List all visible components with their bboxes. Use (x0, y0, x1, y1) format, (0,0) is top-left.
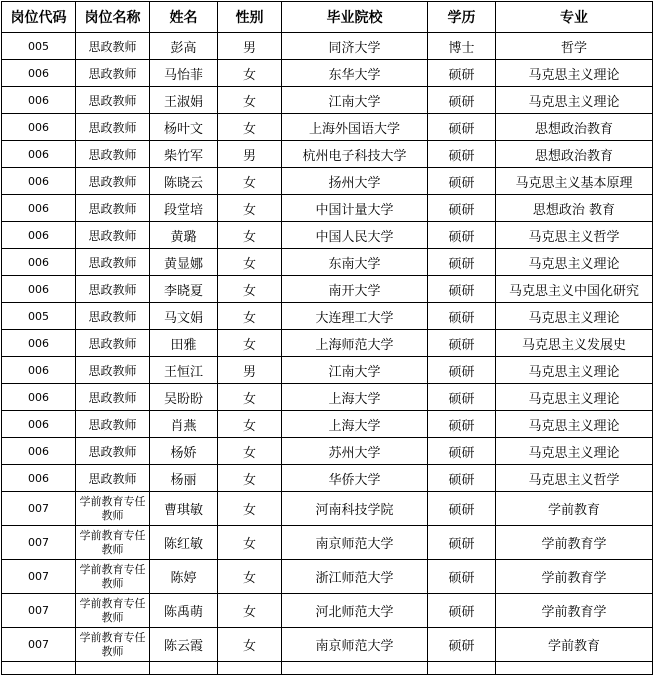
school-cell: 东华大学 (282, 60, 428, 87)
degree-cell: 硕研 (428, 492, 496, 526)
gender-cell: 男 (218, 357, 282, 384)
gender-cell: 女 (218, 594, 282, 628)
school-cell: 江南大学 (282, 87, 428, 114)
position-code-cell: 005 (2, 33, 76, 60)
empty-cell (76, 662, 150, 675)
table-row (2, 560, 653, 594)
position-code-cell: 006 (2, 438, 76, 465)
degree-cell: 硕研 (428, 411, 496, 438)
school-cell: 东南大学 (282, 249, 428, 276)
position-code-cell: 005 (2, 303, 76, 330)
table-row (2, 195, 653, 222)
school-cell: 南开大学 (282, 276, 428, 303)
name-cell: 黄显娜 (150, 249, 218, 276)
position-code-cell: 007 (2, 560, 76, 594)
table-row (2, 303, 653, 330)
table-row (2, 330, 653, 357)
degree-cell: 硕研 (428, 141, 496, 168)
name-cell: 黄璐 (150, 222, 218, 249)
gender-cell: 女 (218, 276, 282, 303)
position-name-cell: 思政教师 (76, 303, 150, 330)
gender-cell: 女 (218, 560, 282, 594)
position-code-cell: 006 (2, 87, 76, 114)
name-cell: 曹琪敏 (150, 492, 218, 526)
gender-cell: 女 (218, 249, 282, 276)
table-row-partial (2, 662, 653, 675)
name-cell: 王淑娟 (150, 87, 218, 114)
major-cell: 学前教育学 (496, 594, 653, 628)
major-cell: 马克思主义理论 (496, 249, 653, 276)
school-cell: 杭州电子科技大学 (282, 141, 428, 168)
header-position-name: 岗位名称 (76, 2, 150, 33)
gender-cell: 女 (218, 492, 282, 526)
school-cell: 上海大学 (282, 384, 428, 411)
major-cell: 马克思主义理论 (496, 438, 653, 465)
degree-cell: 硕研 (428, 222, 496, 249)
header-name: 姓名 (150, 2, 218, 33)
table-row (2, 222, 653, 249)
position-name-cell: 思政教师 (76, 114, 150, 141)
major-cell: 学前教育 (496, 492, 653, 526)
empty-cell (428, 662, 496, 675)
position-code-cell: 006 (2, 330, 76, 357)
position-code-cell: 006 (2, 141, 76, 168)
major-cell: 马克思主义哲学 (496, 222, 653, 249)
position-code-cell: 006 (2, 384, 76, 411)
name-cell: 彭高 (150, 33, 218, 60)
degree-cell: 硕研 (428, 330, 496, 357)
position-name-cell: 思政教师 (76, 141, 150, 168)
table-row (2, 249, 653, 276)
degree-cell: 硕研 (428, 465, 496, 492)
header-gender: 性别 (218, 2, 282, 33)
school-cell: 河北师范大学 (282, 594, 428, 628)
gender-cell: 女 (218, 330, 282, 357)
name-cell: 杨叶文 (150, 114, 218, 141)
gender-cell: 女 (218, 628, 282, 662)
position-name-cell: 思政教师 (76, 168, 150, 195)
gender-cell: 女 (218, 384, 282, 411)
position-code-cell: 006 (2, 195, 76, 222)
gender-cell: 男 (218, 141, 282, 168)
degree-cell: 硕研 (428, 384, 496, 411)
school-cell: 苏州大学 (282, 438, 428, 465)
major-cell: 学前教育 (496, 628, 653, 662)
position-name-cell: 思政教师 (76, 438, 150, 465)
position-name-cell: 思政教师 (76, 195, 150, 222)
degree-cell: 硕研 (428, 249, 496, 276)
table-row (2, 526, 653, 560)
position-name-cell: 思政教师 (76, 87, 150, 114)
gender-cell: 女 (218, 114, 282, 141)
major-cell: 马克思主义中国化研究 (496, 276, 653, 303)
school-cell: 扬州大学 (282, 168, 428, 195)
position-name-cell: 学前教育专任教师 (76, 526, 150, 560)
school-cell: 上海外国语大学 (282, 114, 428, 141)
name-cell: 柴竹军 (150, 141, 218, 168)
major-cell: 马克思主义基本原理 (496, 168, 653, 195)
gender-cell: 女 (218, 526, 282, 560)
major-cell: 马克思主义哲学 (496, 465, 653, 492)
degree-cell: 硕研 (428, 594, 496, 628)
header-row (2, 2, 653, 33)
degree-cell: 硕研 (428, 438, 496, 465)
position-name-cell: 思政教师 (76, 276, 150, 303)
position-name-cell: 学前教育专任教师 (76, 594, 150, 628)
position-code-cell: 006 (2, 168, 76, 195)
staff-table (1, 1, 653, 675)
major-cell: 马克思主义理论 (496, 303, 653, 330)
position-code-cell: 006 (2, 276, 76, 303)
header-major: 专业 (496, 2, 653, 33)
degree-cell: 硕研 (428, 357, 496, 384)
school-cell: 中国计量大学 (282, 195, 428, 222)
table-row (2, 114, 653, 141)
school-cell: 同济大学 (282, 33, 428, 60)
position-name-cell: 思政教师 (76, 330, 150, 357)
position-name-cell: 学前教育专任教师 (76, 492, 150, 526)
gender-cell: 女 (218, 60, 282, 87)
name-cell: 吴盼盼 (150, 384, 218, 411)
major-cell: 学前教育学 (496, 560, 653, 594)
name-cell: 肖燕 (150, 411, 218, 438)
name-cell: 李晓夏 (150, 276, 218, 303)
gender-cell: 女 (218, 168, 282, 195)
name-cell: 马怡菲 (150, 60, 218, 87)
position-name-cell: 思政教师 (76, 222, 150, 249)
name-cell: 段堂培 (150, 195, 218, 222)
school-cell: 浙江师范大学 (282, 560, 428, 594)
position-code-cell: 006 (2, 114, 76, 141)
gender-cell: 女 (218, 303, 282, 330)
position-code-cell: 007 (2, 492, 76, 526)
table-body (2, 33, 653, 675)
table-row (2, 628, 653, 662)
gender-cell: 女 (218, 438, 282, 465)
degree-cell: 硕研 (428, 114, 496, 141)
degree-cell: 硕研 (428, 195, 496, 222)
table-row (2, 87, 653, 114)
right-edge-strip (654, 0, 658, 663)
name-cell: 马文娟 (150, 303, 218, 330)
name-cell: 陈禹萌 (150, 594, 218, 628)
major-cell: 思想政治 教育 (496, 195, 653, 222)
position-name-cell: 思政教师 (76, 249, 150, 276)
name-cell: 陈晓云 (150, 168, 218, 195)
school-cell: 中国人民大学 (282, 222, 428, 249)
gender-cell: 女 (218, 222, 282, 249)
degree-cell: 硕研 (428, 60, 496, 87)
position-code-cell: 006 (2, 357, 76, 384)
major-cell: 马克思主义理论 (496, 357, 653, 384)
major-cell: 马克思主义理论 (496, 87, 653, 114)
gender-cell: 女 (218, 465, 282, 492)
empty-cell (218, 662, 282, 675)
name-cell: 田雅 (150, 330, 218, 357)
school-cell: 大连理工大学 (282, 303, 428, 330)
school-cell: 上海师范大学 (282, 330, 428, 357)
name-cell: 王恒江 (150, 357, 218, 384)
degree-cell: 硕研 (428, 168, 496, 195)
major-cell: 思想政治教育 (496, 141, 653, 168)
position-code-cell: 006 (2, 222, 76, 249)
degree-cell: 硕研 (428, 276, 496, 303)
position-name-cell: 学前教育专任教师 (76, 560, 150, 594)
degree-cell: 硕研 (428, 303, 496, 330)
position-name-cell: 学前教育专任教师 (76, 628, 150, 662)
major-cell: 马克思主义理论 (496, 384, 653, 411)
school-cell: 江南大学 (282, 357, 428, 384)
school-cell: 上海大学 (282, 411, 428, 438)
table-row (2, 141, 653, 168)
empty-cell (150, 662, 218, 675)
position-name-cell: 思政教师 (76, 411, 150, 438)
name-cell: 陈红敏 (150, 526, 218, 560)
school-cell: 河南科技学院 (282, 492, 428, 526)
position-name-cell: 思政教师 (76, 60, 150, 87)
position-code-cell: 007 (2, 628, 76, 662)
major-cell: 马克思主义发展史 (496, 330, 653, 357)
school-cell: 南京师范大学 (282, 628, 428, 662)
table-row (2, 411, 653, 438)
position-name-cell: 思政教师 (76, 357, 150, 384)
table-row (2, 60, 653, 87)
position-code-cell: 007 (2, 526, 76, 560)
degree-cell: 博士 (428, 33, 496, 60)
table-row (2, 357, 653, 384)
position-name-cell: 思政教师 (76, 384, 150, 411)
major-cell: 学前教育学 (496, 526, 653, 560)
empty-cell (2, 662, 76, 675)
name-cell: 杨丽 (150, 465, 218, 492)
position-code-cell: 007 (2, 594, 76, 628)
header-school: 毕业院校 (282, 2, 428, 33)
degree-cell: 硕研 (428, 526, 496, 560)
degree-cell: 硕研 (428, 87, 496, 114)
degree-cell: 硕研 (428, 560, 496, 594)
position-name-cell: 思政教师 (76, 465, 150, 492)
table-row (2, 33, 653, 60)
position-code-cell: 006 (2, 249, 76, 276)
school-cell: 南京师范大学 (282, 526, 428, 560)
table-row (2, 492, 653, 526)
major-cell: 哲学 (496, 33, 653, 60)
header-degree: 学历 (428, 2, 496, 33)
table-row (2, 465, 653, 492)
table-row (2, 276, 653, 303)
position-code-cell: 006 (2, 465, 76, 492)
table-row (2, 168, 653, 195)
empty-cell (282, 662, 428, 675)
header-position-code: 岗位代码 (2, 2, 76, 33)
degree-cell: 硕研 (428, 628, 496, 662)
major-cell: 思想政治教育 (496, 114, 653, 141)
table-row (2, 594, 653, 628)
major-cell: 马克思主义理论 (496, 411, 653, 438)
major-cell: 马克思主义理论 (496, 60, 653, 87)
name-cell: 杨娇 (150, 438, 218, 465)
position-code-cell: 006 (2, 60, 76, 87)
gender-cell: 女 (218, 195, 282, 222)
name-cell: 陈婷 (150, 560, 218, 594)
position-name-cell: 思政教师 (76, 33, 150, 60)
gender-cell: 女 (218, 87, 282, 114)
school-cell: 华侨大学 (282, 465, 428, 492)
gender-cell: 男 (218, 33, 282, 60)
gender-cell: 女 (218, 411, 282, 438)
name-cell: 陈云霞 (150, 628, 218, 662)
table-row (2, 384, 653, 411)
empty-cell (496, 662, 653, 675)
position-code-cell: 006 (2, 411, 76, 438)
table-row (2, 438, 653, 465)
